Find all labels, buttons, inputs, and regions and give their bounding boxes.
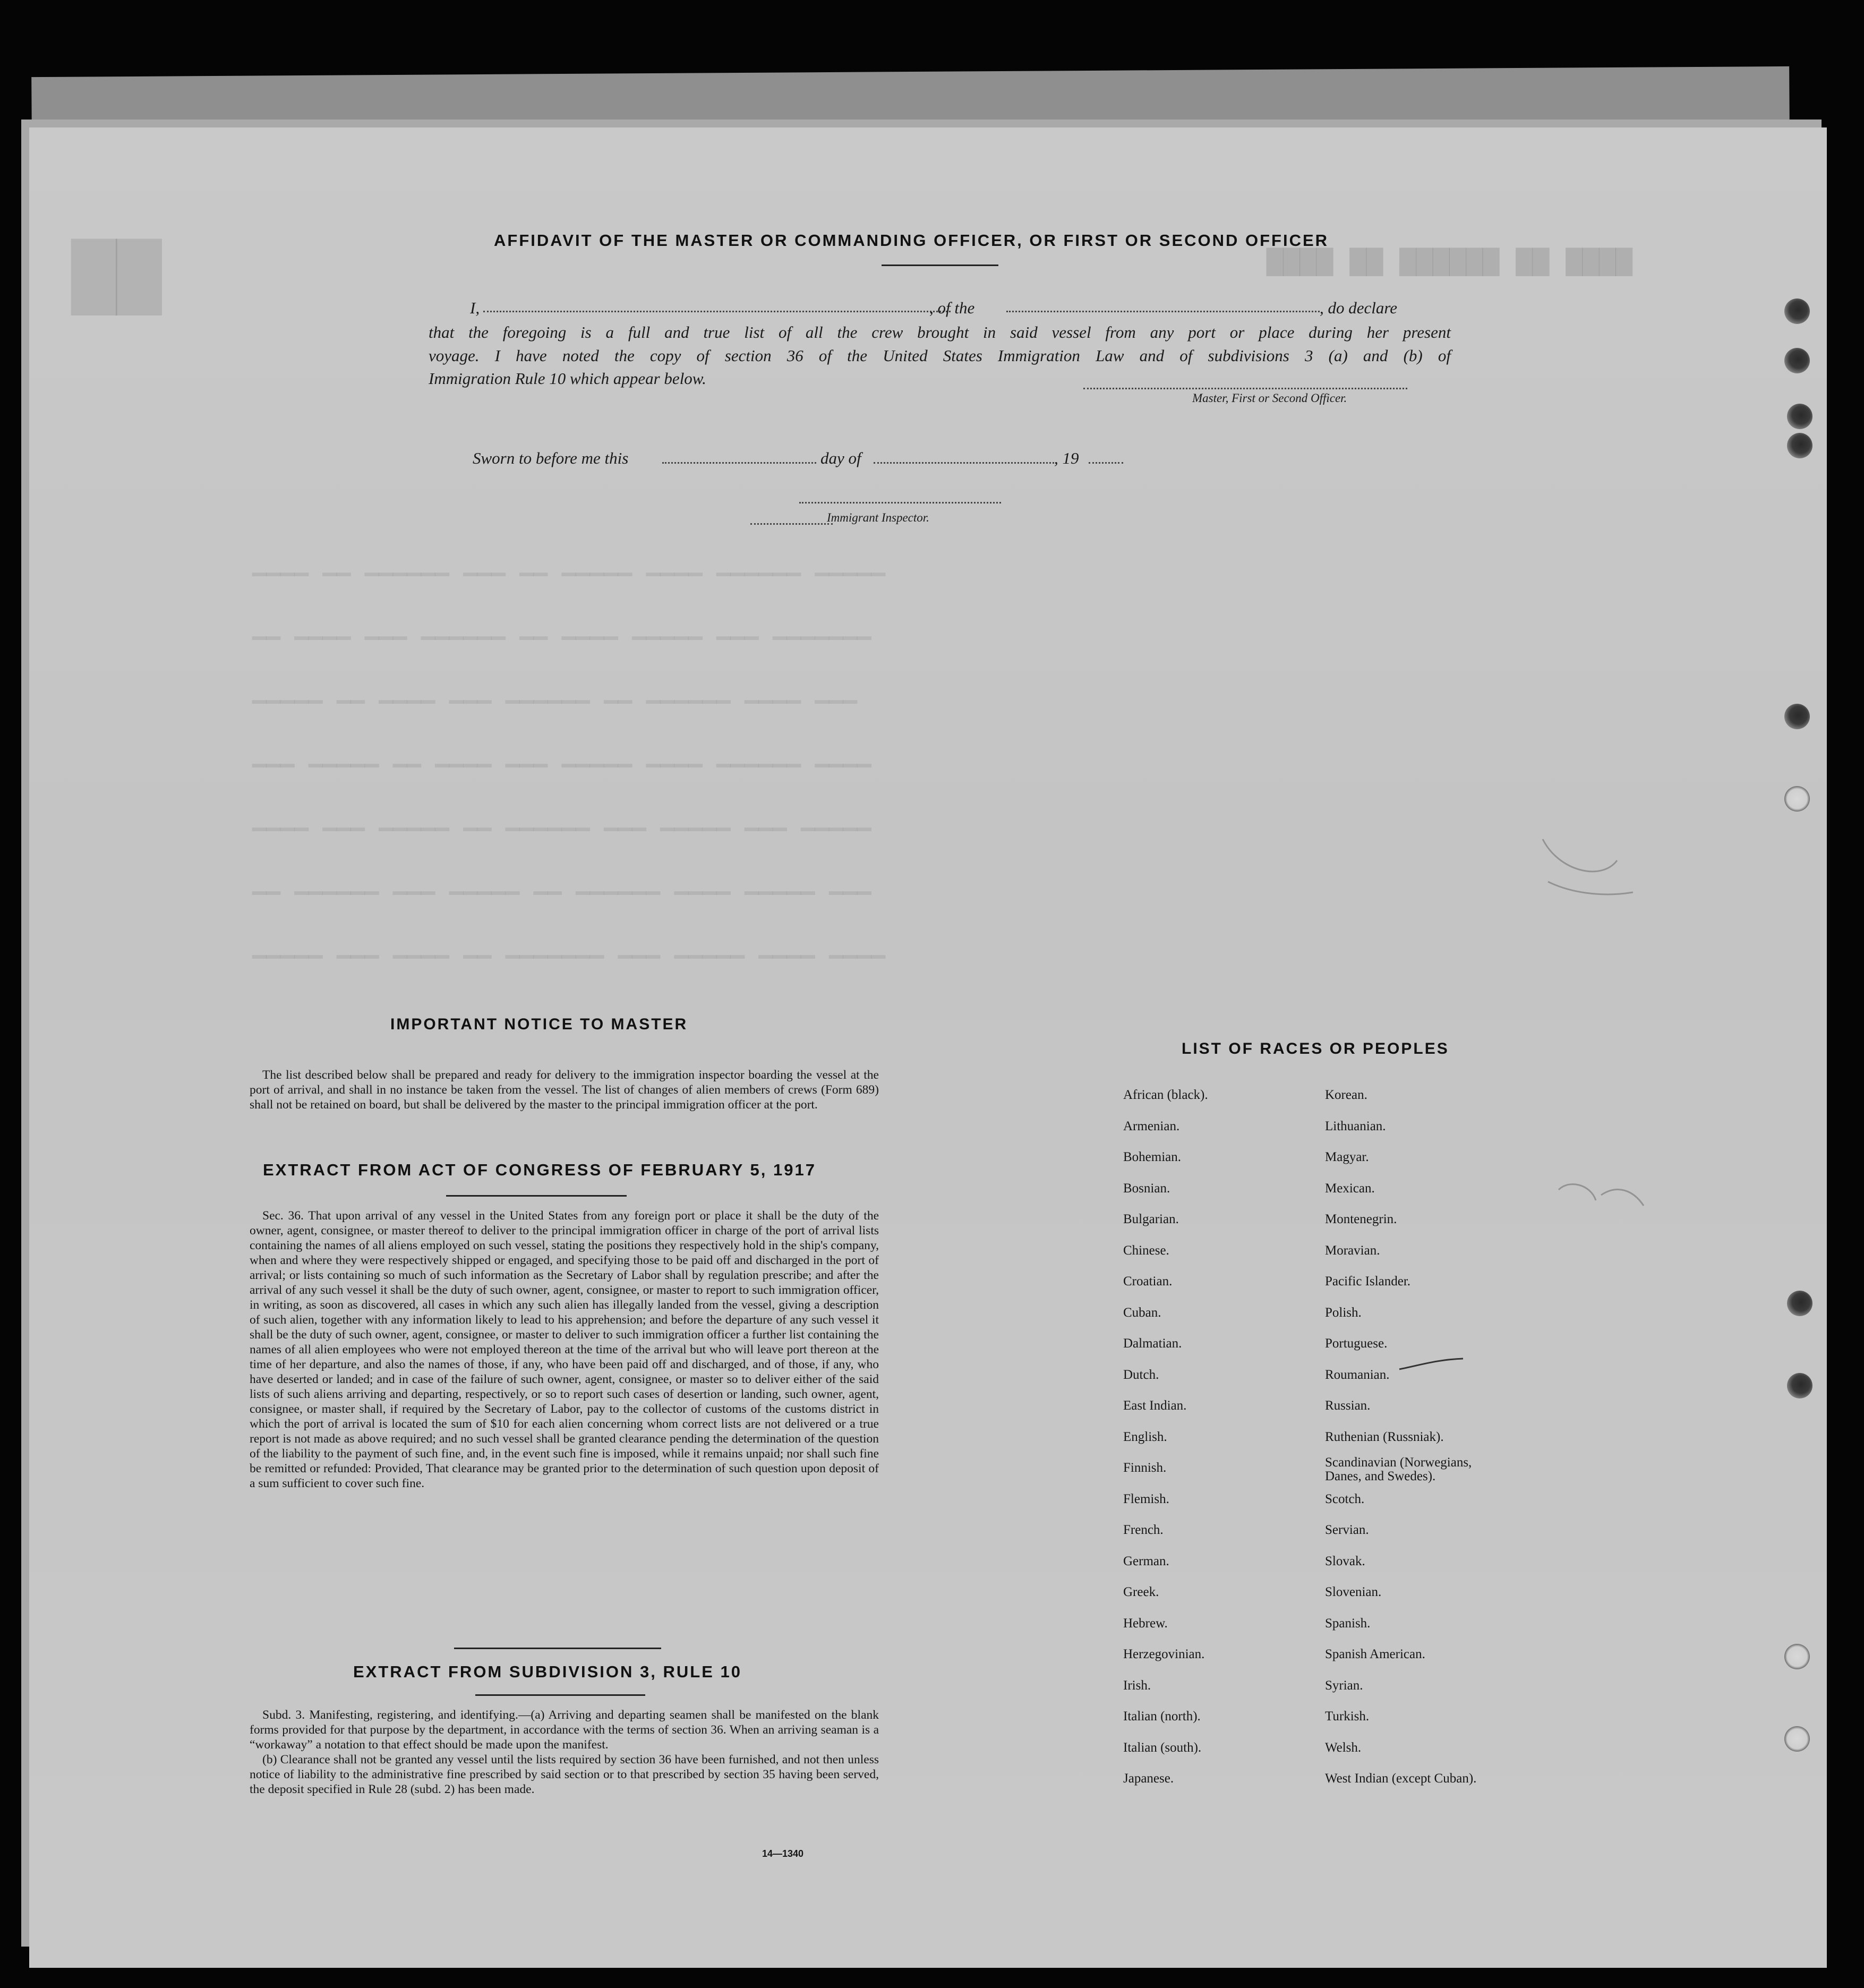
race-item: West Indian (except Cuban).	[1325, 1771, 1477, 1786]
race-item: Finnish.	[1123, 1461, 1167, 1475]
race-item: Chinese.	[1123, 1243, 1169, 1258]
affidavit-i: I,	[470, 298, 480, 317]
race-item: Dalmatian.	[1123, 1336, 1182, 1351]
race-item: Polish.	[1325, 1305, 1362, 1320]
sworn-text: Sworn to before me this	[473, 449, 629, 467]
races-title: LIST OF RACES OR PEOPLES	[1182, 1040, 1449, 1057]
affidavit-line-2: that the foregoing is a full and true list of all the crew brought in said vessel from any port or place during her present	[429, 323, 1451, 342]
race-item: Dutch.	[1123, 1367, 1159, 1382]
race-item: Cuban.	[1123, 1305, 1161, 1320]
race-item: Korean.	[1325, 1088, 1367, 1102]
race-item: Herzegovinian.	[1123, 1647, 1205, 1661]
rule-paragraph-a: Subd. 3. Manifesting, registering, and identifying.—(a) Arriving and departing seamen shall be manifested on the blank forms provided for that purpose by the department, in accordance with the terms of section 36. When an arriving seaman is a “workaway” a notation to that effect should be made upon the manifest.	[250, 1708, 879, 1752]
race-item: Armenian.	[1123, 1119, 1180, 1133]
race-item: Hebrew.	[1123, 1616, 1168, 1631]
race-item: Mexican.	[1325, 1181, 1375, 1196]
race-item: Irish.	[1123, 1678, 1151, 1693]
notice-title: IMPORTANT NOTICE TO MASTER	[390, 1016, 688, 1033]
race-item: Spanish American.	[1325, 1647, 1425, 1661]
inspector-label: Immigrant Inspector.	[827, 511, 929, 524]
race-item: Syrian.	[1325, 1678, 1363, 1693]
bleed-through-mark: ▇▇	[72, 228, 161, 315]
race-item: Roumanian.	[1325, 1367, 1390, 1382]
affidavit-line-3: voyage. I have noted the copy of section 36 of the United States Immigration Law and of subdivisions 3 (a) and (b) of	[429, 346, 1451, 365]
day-of-text: day of	[820, 449, 861, 467]
race-item: Italian (north).	[1123, 1709, 1201, 1723]
race-item: Bulgarian.	[1123, 1212, 1179, 1226]
master-signature-label: Master, First or Second Officer.	[1192, 391, 1347, 405]
race-item: Greek.	[1123, 1585, 1159, 1599]
affidavit-of-the: , of the	[929, 298, 975, 317]
race-item: African (black).	[1123, 1088, 1208, 1102]
race-item: Turkish.	[1325, 1709, 1370, 1723]
handwritten-marks	[29, 127, 1827, 1968]
race-item: Montenegrin.	[1325, 1212, 1397, 1226]
race-item: Ruthenian (Russniak).	[1325, 1429, 1444, 1444]
affidavit-line-4: Immigration Rule 10 which appear below.	[429, 369, 706, 388]
race-item: Scotch.	[1325, 1491, 1365, 1506]
form-number: 14—1340	[762, 1848, 804, 1859]
affidavit-do-declare: , do declare	[1320, 298, 1398, 317]
race-item: Portuguese.	[1325, 1336, 1388, 1351]
race-item: Spanish.	[1325, 1616, 1371, 1631]
pencil-scribble	[1543, 839, 1633, 894]
pencil-underline	[1399, 1359, 1463, 1369]
race-item: Japanese.	[1123, 1771, 1174, 1786]
race-item: Slovenian.	[1325, 1585, 1382, 1599]
race-item: Pacific Islander.	[1325, 1274, 1411, 1289]
race-item: French.	[1123, 1523, 1164, 1537]
race-item: Welsh.	[1325, 1740, 1362, 1755]
race-item: Flemish.	[1123, 1491, 1169, 1506]
rule-paragraph-b: (b) Clearance shall not be granted any vessel until the lists required by section 36 have been furnished, and not then unless notice of liability to the administrative fine prescribed by said section or to that prescribed by section 35 having been served, the deposit specified in Rule 28 (subd. 2) has been made.	[250, 1753, 879, 1796]
race-item: Croatian.	[1123, 1274, 1173, 1289]
race-item: Scandinavian (Norwegians, Danes, and Swedes).	[1325, 1455, 1472, 1483]
rule-extract-title: EXTRACT FROM SUBDIVISION 3, RULE 10	[353, 1662, 742, 1681]
race-item: Russian.	[1325, 1398, 1371, 1413]
race-item: Bosnian.	[1123, 1181, 1170, 1196]
race-item: Magyar.	[1325, 1150, 1369, 1164]
affidavit-title: AFFIDAVIT OF THE MASTER OR COMMANDING OFFICER, OR FIRST OR SECOND OFFICER	[494, 231, 1329, 250]
race-item: Italian (south).	[1123, 1740, 1202, 1755]
bleed-through-rows: ▁▁▁▁ ▁▁ ▁▁▁▁▁▁ ▁▁▁ ▁▁ ▁▁▁▁▁ ▁▁▁▁ ▁▁▁▁▁▁ ▁▁▁▁▁ ▁▁ ▁▁▁▁ ▁▁▁ ▁▁▁▁▁▁ ▁▁ ▁▁▁▁ ▁▁▁▁▁ ▁▁▁ ▁▁▁▁▁▁▁ ▁▁▁▁▁ ▁▁ ▁▁▁▁ ▁▁▁ ▁▁▁▁▁▁ ▁▁ ▁▁▁▁▁▁ ▁▁▁▁ ▁▁▁ ▁▁▁ ▁▁▁▁▁ ▁▁ ▁▁▁▁ ▁▁▁ ▁▁▁▁▁ ▁▁▁▁ ▁▁▁▁▁▁ ▁▁▁▁ ▁▁▁▁ ▁▁▁ ▁▁▁▁▁ ▁▁ ▁▁▁▁▁▁ ▁▁▁ ▁▁▁▁▁ ▁▁▁ ▁▁▁▁▁ ▁▁ ▁▁▁▁▁▁ ▁▁▁ ▁▁▁▁▁ ▁▁ ▁▁▁▁▁▁ ▁▁▁▁ ▁▁▁▁▁ ▁▁▁ ▁▁▁▁▁ ▁▁▁ ▁▁▁▁ ▁▁ ▁▁▁▁▁▁▁ ▁▁▁ ▁▁▁▁▁ ▁▁▁▁ ▁▁▁▁	[252, 549, 886, 959]
act-paragraph: Sec. 36. That upon arrival of any vessel in the United States from any foreign port or place it shall be the duty of the owner, agent, consignee, or master thereof to deliver to the principal immigration officer in charge of the port of arrival lists containing the names of all aliens employed on such vessel, stating the positions they respectively hold in the ship's company, when and where they were respectively shipped or engaged, and specifying those to be paid off and discharged in the port of arrival; or lists containing so much of such information as the Secretary of Labor shall by regulation prescribe; and after the arrival of any such vessel it shall be the duty of such owner, agent, consignee, or master to report to such immigration officer, in writing, as soon as discovered, all cases in which any such alien has illegally landed from the vessel, giving a description of such alien, together with any information likely to lead to his apprehension; and before the departure of any such vessel it shall be the duty of such owner, agent, consignee, or master to deliver to such immigration officer a further list containing the names of all alien employees who were not employed thereon at the time of the arrival but who will leave port thereon at the time of her departure, and also the names of those, if any, who have been paid off and discharged, and of those, if any, who have deserted or landed; and in case of the failure of such owner, agent, consignee, or master so to deliver either of the said lists of such aliens arriving and departing, respectively, or so to report such cases of desertion or landing, such owner, agent, consignee, or master shall, if required by the Secretary of Labor, pay to the collector of customs of the customs district in which the port of arrival is located the sum of $10 for each alien concerning whom correct lists are not delivered or a true report is not made as above required; and no such vessel shall be granted clearance pending the determination of the question of the liability to the payment of such fine, and, in the event such fine is imposed, while it remains unpaid; nor shall such fine be remitted or refunded: Provided, That clearance may be granted prior to the determination of such question upon deposit of a sum sufficient to cover such fine.	[250, 1209, 879, 1490]
race-item: Bohemian.	[1123, 1150, 1182, 1164]
race-item: East Indian.	[1123, 1398, 1187, 1413]
race-item: Servian.	[1325, 1523, 1369, 1537]
notice-paragraph: The list described below shall be prepared and ready for delivery to the immigration inspector boarding the vessel at the port of arrival, and shall in no instance be taken from the vessel. The list of changes of alien members of crews (Form 689) shall not be retained on board, but shall be delivered by the master to the principal immigration officer at the port.	[250, 1068, 879, 1112]
document-page	[29, 127, 1827, 1968]
race-item: Moravian.	[1325, 1243, 1380, 1258]
bleed-through-text: ▇▇▇▇ ▇▇ ▇▇▇▇▇▇ ▇▇ ▇▇▇▇	[1267, 244, 1632, 276]
race-item: Lithuanian.	[1325, 1119, 1386, 1133]
act-title: EXTRACT FROM ACT OF CONGRESS OF FEBRUARY 5, 1917	[263, 1161, 816, 1179]
race-item: German.	[1123, 1554, 1169, 1568]
year-text: , 19	[1054, 449, 1079, 467]
race-item: English.	[1123, 1429, 1167, 1444]
race-item: Slovak.	[1325, 1554, 1365, 1568]
pencil-scribble	[1559, 1184, 1644, 1206]
